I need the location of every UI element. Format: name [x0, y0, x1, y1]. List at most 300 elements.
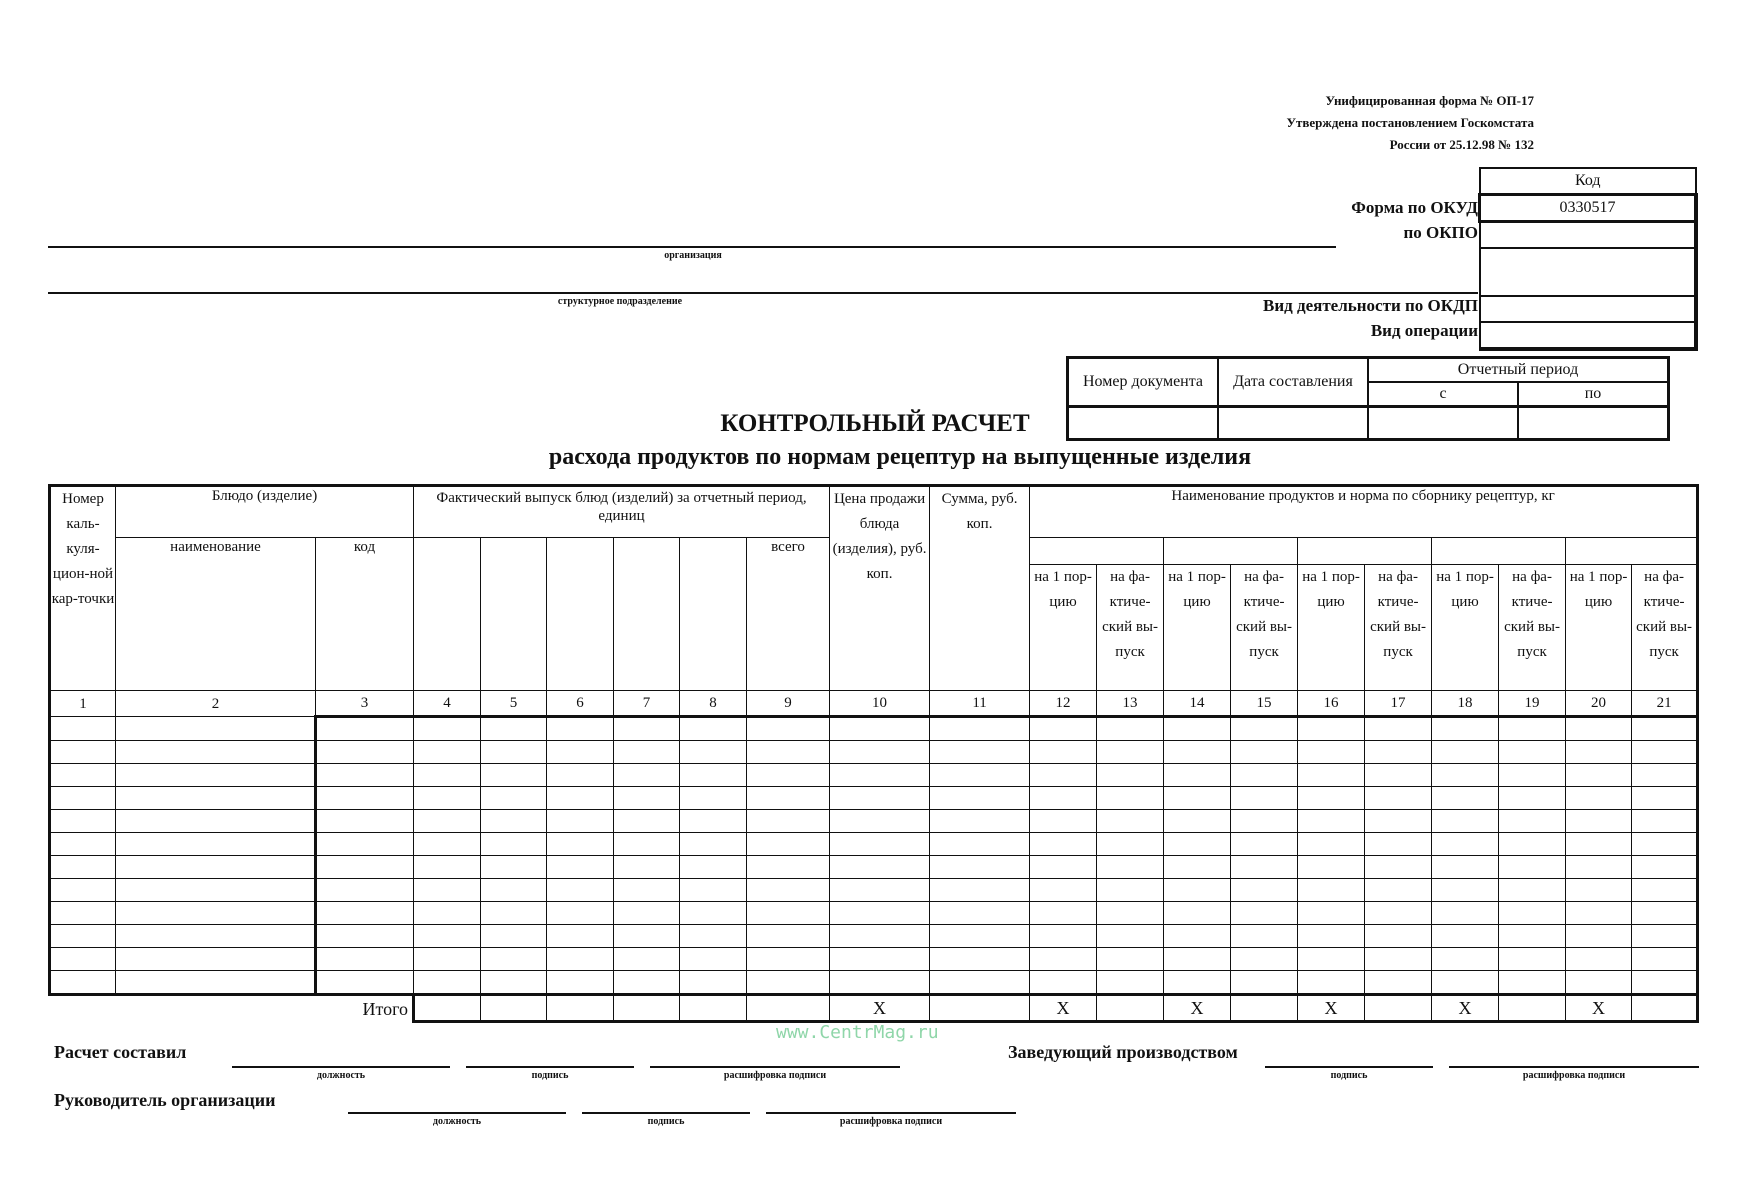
- table-cell[interactable]: [316, 902, 414, 925]
- table-cell[interactable]: [1030, 879, 1097, 902]
- table-cell[interactable]: [1097, 717, 1164, 741]
- table-cell[interactable]: [116, 717, 316, 741]
- table-cell[interactable]: [1164, 764, 1231, 787]
- table-cell[interactable]: [930, 856, 1030, 879]
- total-cell[interactable]: [481, 995, 547, 1022]
- table-cell[interactable]: [1164, 741, 1231, 764]
- total-cell[interactable]: [1365, 995, 1432, 1022]
- total-cell[interactable]: [1231, 995, 1298, 1022]
- compiled-decoding-line[interactable]: [650, 1066, 900, 1068]
- product-5-name[interactable]: [1566, 538, 1698, 565]
- table-cell[interactable]: [1365, 810, 1432, 833]
- table-cell[interactable]: [481, 879, 547, 902]
- table-cell[interactable]: [1432, 925, 1499, 948]
- table-cell[interactable]: [1432, 810, 1499, 833]
- table-cell[interactable]: [747, 879, 830, 902]
- table-cell[interactable]: [1365, 717, 1432, 741]
- table-cell[interactable]: [1432, 741, 1499, 764]
- table-cell[interactable]: [614, 764, 680, 787]
- table-cell[interactable]: [1499, 810, 1566, 833]
- table-cell[interactable]: [680, 810, 747, 833]
- column-number-6: 6: [547, 691, 614, 717]
- table-cell[interactable]: [830, 948, 930, 971]
- table-cell[interactable]: [1632, 902, 1698, 925]
- table-cell[interactable]: [547, 925, 614, 948]
- table-cell[interactable]: [547, 764, 614, 787]
- table-cell[interactable]: [680, 971, 747, 995]
- table-cell[interactable]: [1030, 787, 1097, 810]
- table-cell[interactable]: [1231, 902, 1298, 925]
- table-cell[interactable]: [116, 925, 316, 948]
- table-cell[interactable]: [1566, 787, 1632, 810]
- table-cell[interactable]: [1097, 856, 1164, 879]
- table-cell[interactable]: [50, 741, 116, 764]
- table-cell[interactable]: [1499, 764, 1566, 787]
- table-cell[interactable]: [414, 717, 481, 741]
- product-2-name[interactable]: [1164, 538, 1298, 565]
- table-cell[interactable]: [614, 717, 680, 741]
- table-cell[interactable]: [1164, 856, 1231, 879]
- table-cell[interactable]: [1632, 856, 1698, 879]
- table-cell[interactable]: [747, 925, 830, 948]
- product-4-name[interactable]: [1432, 538, 1566, 565]
- table-cell[interactable]: [414, 810, 481, 833]
- table-cell[interactable]: [1097, 925, 1164, 948]
- table-cell[interactable]: [1499, 787, 1566, 810]
- column-number-13: 13: [1097, 691, 1164, 717]
- table-cell[interactable]: [481, 717, 547, 741]
- table-cell[interactable]: [747, 764, 830, 787]
- operation-value[interactable]: [1480, 322, 1697, 349]
- table-cell[interactable]: [1298, 810, 1365, 833]
- table-cell[interactable]: [116, 856, 316, 879]
- column-number-1: 1: [50, 691, 116, 717]
- table-cell[interactable]: [1632, 833, 1698, 856]
- table-cell[interactable]: [481, 764, 547, 787]
- head-production-decoding-line[interactable]: [1449, 1066, 1699, 1068]
- table-cell[interactable]: [1365, 879, 1432, 902]
- table-cell[interactable]: [1164, 925, 1231, 948]
- table-cell[interactable]: [1432, 764, 1499, 787]
- table-cell[interactable]: [614, 925, 680, 948]
- table-cell[interactable]: [1432, 833, 1499, 856]
- table-cell[interactable]: [1632, 741, 1698, 764]
- head-org-signature-line[interactable]: [582, 1112, 750, 1114]
- total-cell[interactable]: [680, 995, 747, 1022]
- table-cell[interactable]: [1499, 925, 1566, 948]
- table-cell[interactable]: [1030, 810, 1097, 833]
- total-x-mark: Х: [1164, 995, 1231, 1022]
- table-cell[interactable]: [547, 879, 614, 902]
- table-cell[interactable]: [1030, 833, 1097, 856]
- table-cell[interactable]: [1231, 971, 1298, 995]
- table-cell[interactable]: [1231, 787, 1298, 810]
- table-cell[interactable]: [1365, 902, 1432, 925]
- table-cell[interactable]: [830, 833, 930, 856]
- org-code-value[interactable]: [1480, 248, 1697, 296]
- table-cell[interactable]: [1164, 971, 1231, 995]
- table-cell[interactable]: [1231, 764, 1298, 787]
- table-cell[interactable]: [50, 717, 116, 741]
- table-cell[interactable]: [50, 787, 116, 810]
- table-cell[interactable]: [50, 833, 116, 856]
- table-cell[interactable]: [414, 787, 481, 810]
- table-cell[interactable]: [1298, 971, 1365, 995]
- table-cell[interactable]: [1030, 856, 1097, 879]
- table-cell[interactable]: [316, 787, 414, 810]
- table-cell[interactable]: [116, 741, 316, 764]
- okdp-value[interactable]: [1480, 296, 1697, 322]
- table-cell[interactable]: [747, 833, 830, 856]
- table-cell[interactable]: [1365, 971, 1432, 995]
- table-cell[interactable]: [316, 764, 414, 787]
- table-cell[interactable]: [747, 787, 830, 810]
- table-cell[interactable]: [414, 971, 481, 995]
- output-col-6: [547, 538, 614, 691]
- head-org-position-line[interactable]: [348, 1112, 566, 1114]
- price-header: Цена продажи блюда (изделия), руб. коп.: [830, 486, 930, 691]
- table-cell[interactable]: [830, 810, 930, 833]
- table-cell[interactable]: [481, 925, 547, 948]
- dish-name-header: наименование: [116, 538, 316, 691]
- table-cell[interactable]: [414, 856, 481, 879]
- table-cell[interactable]: [1097, 948, 1164, 971]
- table-cell[interactable]: [1365, 948, 1432, 971]
- table-cell[interactable]: [930, 948, 1030, 971]
- table-cell[interactable]: [1499, 833, 1566, 856]
- table-cell[interactable]: [930, 717, 1030, 741]
- per-portion-header: на 1 пор-цию: [1298, 565, 1365, 691]
- table-cell[interactable]: [747, 948, 830, 971]
- table-cell[interactable]: [547, 810, 614, 833]
- table-cell[interactable]: [1499, 717, 1566, 741]
- table-cell[interactable]: [1432, 717, 1499, 741]
- table-cell[interactable]: [1097, 902, 1164, 925]
- table-cell[interactable]: [1432, 787, 1499, 810]
- table-cell[interactable]: [1298, 764, 1365, 787]
- table-cell[interactable]: [1432, 971, 1499, 995]
- table-cell[interactable]: [547, 787, 614, 810]
- table-cell[interactable]: [1164, 833, 1231, 856]
- table-cell[interactable]: [1298, 879, 1365, 902]
- table-cell[interactable]: [1231, 925, 1298, 948]
- table-cell[interactable]: [680, 856, 747, 879]
- table-cell[interactable]: [614, 948, 680, 971]
- table-cell[interactable]: [747, 741, 830, 764]
- table-cell[interactable]: [930, 787, 1030, 810]
- table-cell[interactable]: [747, 810, 830, 833]
- table-cell[interactable]: [50, 948, 116, 971]
- table-cell[interactable]: [930, 764, 1030, 787]
- table-cell[interactable]: [614, 833, 680, 856]
- table-cell[interactable]: [316, 948, 414, 971]
- table-cell[interactable]: [1566, 971, 1632, 995]
- table-cell[interactable]: [1566, 717, 1632, 741]
- table-cell[interactable]: [414, 925, 481, 948]
- table-cell[interactable]: [1432, 856, 1499, 879]
- table-cell[interactable]: [1030, 971, 1097, 995]
- table-cell[interactable]: [1097, 833, 1164, 856]
- table-cell[interactable]: [930, 971, 1030, 995]
- table-cell[interactable]: [1097, 971, 1164, 995]
- table-cell[interactable]: [414, 879, 481, 902]
- table-cell[interactable]: [680, 764, 747, 787]
- table-cell[interactable]: [1164, 948, 1231, 971]
- table-cell[interactable]: [830, 741, 930, 764]
- table-cell[interactable]: [1231, 717, 1298, 741]
- table-cell[interactable]: [1097, 810, 1164, 833]
- table-cell[interactable]: [930, 741, 1030, 764]
- table-cell[interactable]: [1231, 856, 1298, 879]
- table-cell[interactable]: [680, 879, 747, 902]
- table-cell[interactable]: [1365, 833, 1432, 856]
- total-cell[interactable]: [1632, 995, 1698, 1022]
- table-cell[interactable]: [1632, 948, 1698, 971]
- table-cell[interactable]: [930, 902, 1030, 925]
- table-cell[interactable]: [116, 787, 316, 810]
- table-cell[interactable]: [547, 902, 614, 925]
- head-production-signature-line[interactable]: [1265, 1066, 1433, 1068]
- total-cell[interactable]: [930, 995, 1030, 1022]
- table-cell[interactable]: [830, 787, 930, 810]
- table-cell[interactable]: [1365, 741, 1432, 764]
- table-cell[interactable]: [1097, 787, 1164, 810]
- table-cell[interactable]: [1097, 879, 1164, 902]
- total-cell[interactable]: [747, 995, 830, 1022]
- table-cell[interactable]: [680, 717, 747, 741]
- table-cell[interactable]: [316, 717, 414, 741]
- table-cell[interactable]: [1097, 741, 1164, 764]
- table-cell[interactable]: [547, 717, 614, 741]
- table-cell[interactable]: [1231, 879, 1298, 902]
- table-cell[interactable]: [50, 856, 116, 879]
- organization-line[interactable]: [48, 246, 1336, 248]
- table-cell[interactable]: [316, 879, 414, 902]
- table-cell[interactable]: [1632, 787, 1698, 810]
- table-cell[interactable]: [414, 741, 481, 764]
- table-cell[interactable]: [614, 810, 680, 833]
- table-cell[interactable]: [547, 856, 614, 879]
- table-cell[interactable]: [1566, 902, 1632, 925]
- table-cell[interactable]: [50, 925, 116, 948]
- table-cell[interactable]: [1030, 717, 1097, 741]
- table-cell[interactable]: [747, 856, 830, 879]
- table-cell[interactable]: [747, 971, 830, 995]
- table-cell[interactable]: [1566, 833, 1632, 856]
- table-cell[interactable]: [930, 810, 1030, 833]
- table-cell[interactable]: [1632, 717, 1698, 741]
- table-cell[interactable]: [614, 741, 680, 764]
- table-cell[interactable]: [1030, 925, 1097, 948]
- period-from-value[interactable]: [1368, 407, 1518, 440]
- table-cell[interactable]: [116, 948, 316, 971]
- table-cell[interactable]: [1566, 925, 1632, 948]
- table-cell[interactable]: [1298, 741, 1365, 764]
- table-cell[interactable]: [830, 925, 930, 948]
- table-cell[interactable]: [1432, 879, 1499, 902]
- table-cell[interactable]: [1499, 856, 1566, 879]
- product-1-name[interactable]: [1030, 538, 1164, 565]
- table-cell[interactable]: [1499, 971, 1566, 995]
- table-cell[interactable]: [316, 925, 414, 948]
- doc-date-value[interactable]: [1218, 407, 1368, 440]
- actual-output-header: на фа-ктиче-ский вы-пуск: [1365, 565, 1432, 691]
- compiled-signature-line[interactable]: [466, 1066, 634, 1068]
- table-cell[interactable]: [316, 971, 414, 995]
- table-cell[interactable]: [830, 764, 930, 787]
- table-cell[interactable]: [1632, 879, 1698, 902]
- table-cell[interactable]: [481, 971, 547, 995]
- table-cell[interactable]: [316, 741, 414, 764]
- table-cell[interactable]: [481, 948, 547, 971]
- table-cell[interactable]: [614, 856, 680, 879]
- table-cell[interactable]: [50, 879, 116, 902]
- table-cell[interactable]: [1499, 902, 1566, 925]
- table-cell[interactable]: [830, 902, 930, 925]
- table-cell[interactable]: [1164, 902, 1231, 925]
- total-cell[interactable]: [547, 995, 614, 1022]
- table-row: [50, 717, 1698, 741]
- table-cell[interactable]: [1030, 741, 1097, 764]
- table-cell[interactable]: [1499, 948, 1566, 971]
- table-cell[interactable]: [1164, 717, 1231, 741]
- table-cell[interactable]: [1566, 764, 1632, 787]
- okpo-value[interactable]: [1480, 222, 1697, 249]
- table-cell[interactable]: [1164, 879, 1231, 902]
- product-3-name[interactable]: [1298, 538, 1432, 565]
- table-cell[interactable]: [747, 902, 830, 925]
- table-cell[interactable]: [930, 833, 1030, 856]
- table-cell[interactable]: [614, 902, 680, 925]
- table-cell[interactable]: [1566, 810, 1632, 833]
- table-cell[interactable]: [116, 810, 316, 833]
- table-cell[interactable]: [930, 925, 1030, 948]
- table-cell[interactable]: [1365, 787, 1432, 810]
- table-cell[interactable]: [116, 902, 316, 925]
- table-cell[interactable]: [614, 787, 680, 810]
- table-cell[interactable]: [680, 833, 747, 856]
- table-cell[interactable]: [1231, 741, 1298, 764]
- table-cell[interactable]: [547, 833, 614, 856]
- table-cell[interactable]: [1298, 833, 1365, 856]
- table-cell[interactable]: [1432, 902, 1499, 925]
- table-cell[interactable]: [614, 879, 680, 902]
- table-cell[interactable]: [930, 879, 1030, 902]
- table-cell[interactable]: [116, 833, 316, 856]
- table-cell[interactable]: [547, 948, 614, 971]
- table-cell[interactable]: [50, 764, 116, 787]
- table-cell[interactable]: [481, 787, 547, 810]
- table-cell[interactable]: [1030, 948, 1097, 971]
- table-cell[interactable]: [116, 879, 316, 902]
- okud-value[interactable]: 0330517: [1480, 195, 1697, 222]
- table-cell[interactable]: [1632, 925, 1698, 948]
- table-cell[interactable]: [1566, 879, 1632, 902]
- table-cell[interactable]: [1030, 902, 1097, 925]
- total-cell[interactable]: [1097, 995, 1164, 1022]
- table-cell[interactable]: [830, 971, 930, 995]
- table-cell[interactable]: [1298, 948, 1365, 971]
- table-cell[interactable]: [481, 833, 547, 856]
- table-cell[interactable]: [1164, 810, 1231, 833]
- total-x-mark: Х: [1432, 995, 1499, 1022]
- table-cell[interactable]: [1632, 971, 1698, 995]
- table-cell[interactable]: [1298, 902, 1365, 925]
- table-cell[interactable]: [1499, 879, 1566, 902]
- table-cell[interactable]: [50, 971, 116, 995]
- table-cell[interactable]: [830, 879, 930, 902]
- table-cell[interactable]: [1365, 925, 1432, 948]
- table-cell[interactable]: [414, 948, 481, 971]
- table-cell[interactable]: [1231, 810, 1298, 833]
- table-cell[interactable]: [481, 902, 547, 925]
- table-cell[interactable]: [1632, 764, 1698, 787]
- table-cell[interactable]: [1566, 948, 1632, 971]
- total-cell[interactable]: [1499, 995, 1566, 1022]
- total-cell[interactable]: [614, 995, 680, 1022]
- table-cell[interactable]: [680, 925, 747, 948]
- table-cell[interactable]: [547, 971, 614, 995]
- table-cell[interactable]: [680, 741, 747, 764]
- table-cell[interactable]: [50, 902, 116, 925]
- table-cell[interactable]: [1164, 787, 1231, 810]
- table-cell[interactable]: [614, 971, 680, 995]
- table-cell[interactable]: [1030, 764, 1097, 787]
- table-cell[interactable]: [1365, 856, 1432, 879]
- table-cell[interactable]: [680, 787, 747, 810]
- table-cell[interactable]: [1231, 833, 1298, 856]
- table-cell[interactable]: [481, 810, 547, 833]
- department-line[interactable]: [48, 292, 1478, 294]
- table-cell[interactable]: [414, 902, 481, 925]
- table-cell[interactable]: [116, 764, 316, 787]
- table-cell[interactable]: [680, 948, 747, 971]
- compiled-position-line[interactable]: [232, 1066, 450, 1068]
- head-org-decoding-line[interactable]: [766, 1112, 1016, 1114]
- table-cell[interactable]: [1298, 717, 1365, 741]
- table-cell[interactable]: [1097, 764, 1164, 787]
- table-cell[interactable]: [830, 856, 930, 879]
- table-cell[interactable]: [830, 717, 930, 741]
- column-number-9: 9: [747, 691, 830, 717]
- total-cell[interactable]: [414, 995, 481, 1022]
- table-cell[interactable]: [1432, 948, 1499, 971]
- table-cell[interactable]: [1298, 787, 1365, 810]
- period-to-value[interactable]: [1518, 407, 1669, 440]
- table-cell[interactable]: [50, 810, 116, 833]
- table-cell[interactable]: [1566, 856, 1632, 879]
- dish-header: Блюдо (изделие): [116, 486, 414, 538]
- table-cell[interactable]: [1632, 810, 1698, 833]
- table-cell[interactable]: [1365, 764, 1432, 787]
- table-cell[interactable]: [1231, 948, 1298, 971]
- table-cell[interactable]: [680, 902, 747, 925]
- table-cell[interactable]: [1499, 741, 1566, 764]
- table-cell[interactable]: [1566, 741, 1632, 764]
- table-cell[interactable]: [316, 810, 414, 833]
- table-cell[interactable]: [1298, 856, 1365, 879]
- table-cell[interactable]: [1298, 925, 1365, 948]
- table-cell[interactable]: [316, 833, 414, 856]
- table-cell[interactable]: [481, 741, 547, 764]
- table-cell[interactable]: [414, 764, 481, 787]
- table-cell[interactable]: [316, 856, 414, 879]
- table-cell[interactable]: [116, 971, 316, 995]
- table-cell[interactable]: [481, 856, 547, 879]
- table-cell[interactable]: [747, 717, 830, 741]
- table-cell[interactable]: [414, 833, 481, 856]
- table-cell[interactable]: [547, 741, 614, 764]
